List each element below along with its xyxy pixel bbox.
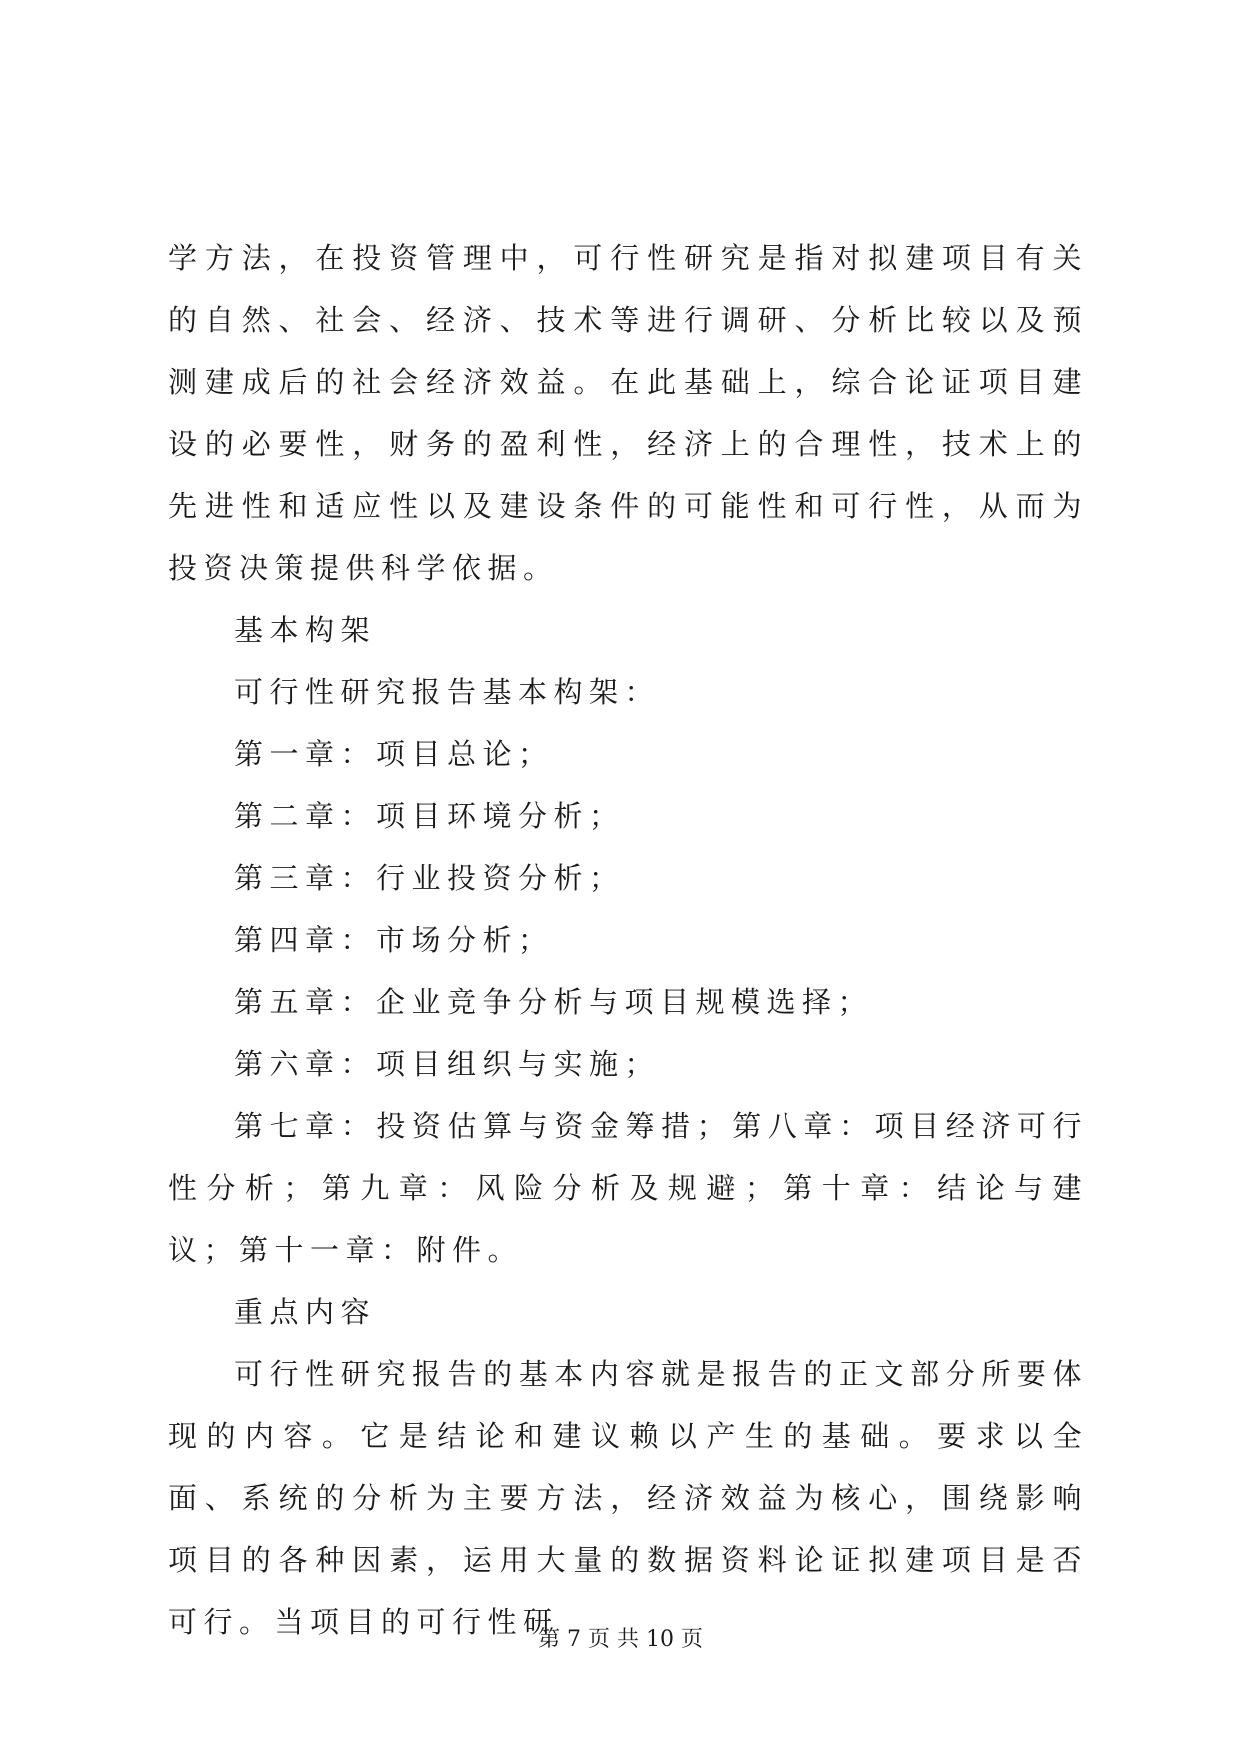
chapter-item-2: 第二章：项目环境分析； xyxy=(234,799,625,833)
paragraph-framework-intro: 可行性研究报告基本构架： xyxy=(234,675,661,709)
section-heading-basic-framework: 基本构架 xyxy=(234,613,377,647)
chapter-item-6: 第六章：项目组织与实施； xyxy=(234,1047,661,1081)
chapter-item-1: 第一章：项目总论； xyxy=(234,737,554,771)
chapter-item-5: 第五章：企业竞争分析与项目规模选择； xyxy=(234,985,874,1019)
chapter-item-3: 第三章：行业投资分析； xyxy=(234,861,625,895)
chapter-item-4: 第四章：市场分析； xyxy=(234,923,554,957)
paragraph-key-content: 可行性研究报告的基本内容就是报告的正文部分所要体现的内容。它是结论和建议赖以产生的基础。要求以全面、系统的分析为主要方法，经济效益为核心，围绕影响项目的各种因素，运用大量的数据资料论证拟建项目是否可行。当项目的可行性研 xyxy=(168,1357,1088,1639)
chapter-items-7-11: 第七章：投资估算与资金筹措；第八章：项目经济可行性分析；第九章：风险分析及规避；第十章：结论与建议；第十一章：附件。 xyxy=(168,1109,1088,1267)
page-footer: 第 7 页 共 10 页 xyxy=(538,1627,703,1652)
document-body xyxy=(168,227,1088,1653)
paragraph-continuation: 学方法，在投资管理中，可行性研究是指对拟建项目有关的自然、社会、经济、技术等进行调研、分析比较以及预测建成后的社会经济效益。在此基础上，综合论证项目建设的必要性，财务的盈利性，经济上的合理性，技术上的先进性和适应性以及建设条件的可能性和可行性，从而为投资决策提供科学依据。 xyxy=(168,241,1088,585)
section-heading-key-content: 重点内容 xyxy=(234,1295,377,1329)
